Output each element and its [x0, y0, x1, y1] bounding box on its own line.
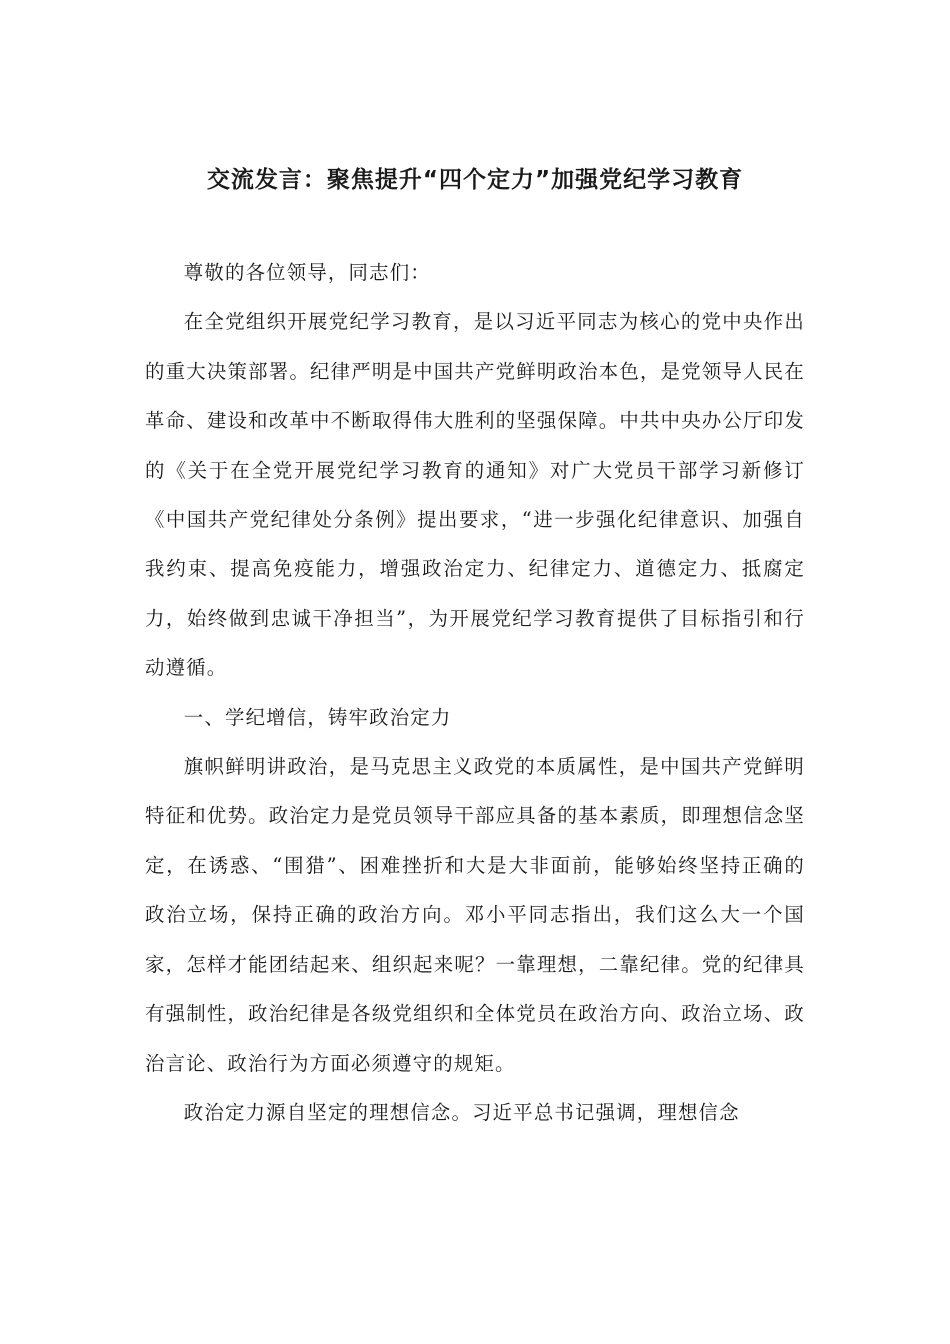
- body-paragraph: 旗帜鲜明讲政治，是马克思主义政党的本质属性，是中国共产党鲜明特征和优势。政治定力是党员领导干部应具备的基本素质，即理想信念坚定，在诱惑、“围猎”、困难挫折和大是大非面前，能够始终坚持正确的政治立场，保持正确的政治方向。邓小平同志指出，我们这么大一个国家，怎样才能团结起来、组织起来呢？一靠理想，二靠纪律。党的纪律具有强制性，政治纪律是各级党组织和全体党员在政治方向、政治立场、政治言论、政治行为方面必须遵守的规矩。: [145, 755, 805, 1075]
- intro-paragraph: 在全党组织开展党纪学习教育，是以习近平同志为核心的党中央作出的重大决策部署。纪律严明是中国共产党鲜明政治本色，是党领导人民在革命、建设和改革中不断取得伟大胜利的坚强保障。中共中央办公厅印发的《关于在全党开展党纪学习教育的通知》对广大党员干部学习新修订《中国共产党纪律处分条例》提出要求，“进一步强化纪律意识、加强自我约束、提高免疫能力，增强政治定力、纪律定力、道德定力、抵腐定力，始终做到忠诚干净担当”，为开展党纪学习教育提供了目标指引和行动遵循。: [145, 310, 805, 680]
- greeting-paragraph: 尊敬的各位领导，同志们：: [183, 261, 431, 284]
- body-paragraph: 政治定力源自坚定的理想信念。习近平总书记强调，理想信念: [183, 1100, 740, 1124]
- document-title: 交流发言：聚焦提升“四个定力”加强党纪学习教育: [206, 167, 744, 193]
- document-body: [145, 248, 805, 1137]
- section-heading: 一、学纪增信，铸牢政治定力: [183, 705, 452, 729]
